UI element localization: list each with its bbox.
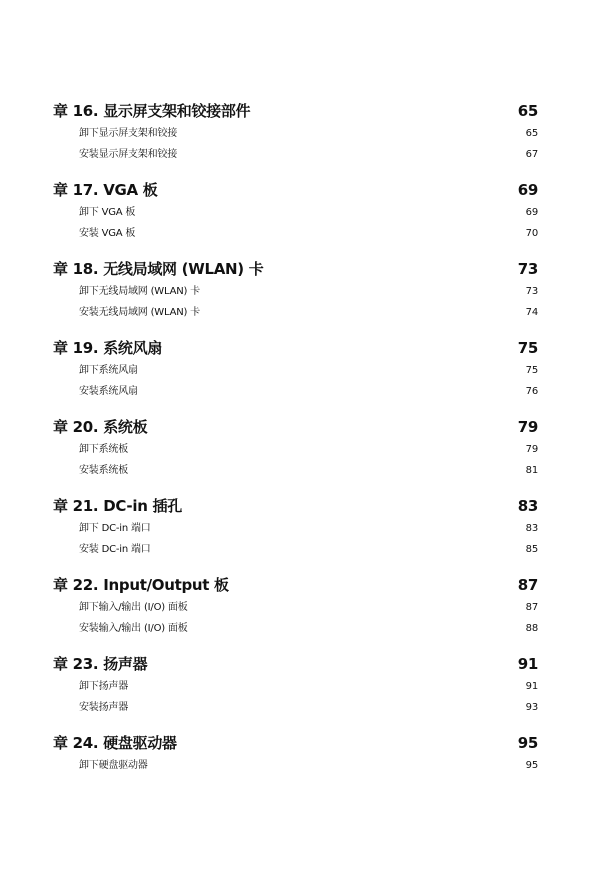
chapter-entry[interactable] xyxy=(53,732,538,756)
chapter-page-number: 79 xyxy=(517,418,538,436)
section-entry[interactable] xyxy=(53,598,538,619)
section-title: 安装显示屏支架和铰接 xyxy=(79,149,177,160)
toc-chapter xyxy=(53,179,538,245)
section-entry[interactable] xyxy=(53,145,538,166)
section-entry[interactable] xyxy=(53,677,538,698)
chapter-page-number: 75 xyxy=(517,339,538,357)
section-title: 安装 DC-in 端口 xyxy=(79,544,151,555)
section-page-number: 69 xyxy=(525,207,538,218)
section-page-number: 81 xyxy=(525,465,538,476)
chapter-title: 章 24. 硬盘驱动器 xyxy=(53,734,177,752)
chapter-page-number: 69 xyxy=(517,181,538,199)
section-entry[interactable] xyxy=(53,382,538,403)
section-page-number: 76 xyxy=(525,386,538,397)
chapter-title: 章 17. VGA 板 xyxy=(53,181,158,199)
section-entry[interactable] xyxy=(53,619,538,640)
section-page-number: 79 xyxy=(525,444,538,455)
chapter-entry[interactable] xyxy=(53,100,538,124)
section-entry[interactable] xyxy=(53,540,538,561)
section-page-number: 87 xyxy=(525,602,538,613)
section-page-number: 88 xyxy=(525,623,538,634)
section-entry[interactable] xyxy=(53,224,538,245)
section-page-number: 85 xyxy=(525,544,538,555)
section-entry[interactable] xyxy=(53,756,538,777)
chapter-title: 章 22. Input/Output 板 xyxy=(53,576,229,594)
chapter-entry[interactable] xyxy=(53,179,538,203)
table-of-contents xyxy=(53,100,538,790)
section-page-number: 95 xyxy=(525,760,538,771)
chapter-title: 章 18. 无线局域网 (WLAN) 卡 xyxy=(53,260,264,278)
toc-chapter xyxy=(53,653,538,719)
chapter-title: 章 16. 显示屏支架和铰接部件 xyxy=(53,102,251,120)
chapter-entry[interactable] xyxy=(53,495,538,519)
toc-chapter xyxy=(53,574,538,640)
section-title: 安装扬声器 xyxy=(79,702,128,713)
section-title: 卸下系统板 xyxy=(79,444,128,455)
section-page-number: 91 xyxy=(525,681,538,692)
section-entry[interactable] xyxy=(53,461,538,482)
section-title: 卸下硬盘驱动器 xyxy=(79,760,148,771)
section-title: 卸下系统风扇 xyxy=(79,365,138,376)
chapter-page-number: 83 xyxy=(517,497,538,515)
section-entry[interactable] xyxy=(53,124,538,145)
section-title: 卸下 VGA 板 xyxy=(79,207,136,218)
toc-chapter xyxy=(53,258,538,324)
chapter-page-number: 91 xyxy=(517,655,538,673)
section-page-number: 75 xyxy=(525,365,538,376)
section-entry[interactable] xyxy=(53,440,538,461)
chapter-entry[interactable] xyxy=(53,653,538,677)
section-title: 安装系统板 xyxy=(79,465,128,476)
chapter-page-number: 87 xyxy=(517,576,538,594)
chapter-entry[interactable] xyxy=(53,574,538,598)
chapter-page-number: 65 xyxy=(517,102,538,120)
chapter-title: 章 21. DC-in 插孔 xyxy=(53,497,182,515)
toc-chapter xyxy=(53,337,538,403)
toc-chapter xyxy=(53,100,538,166)
chapter-entry[interactable] xyxy=(53,258,538,282)
chapter-entry[interactable] xyxy=(53,337,538,361)
section-title: 安装 VGA 板 xyxy=(79,228,136,239)
section-entry[interactable] xyxy=(53,361,538,382)
section-page-number: 67 xyxy=(525,149,538,160)
section-entry[interactable] xyxy=(53,282,538,303)
section-title: 卸下无线局域网 (WLAN) 卡 xyxy=(79,286,200,297)
chapter-title: 章 19. 系统风扇 xyxy=(53,339,163,357)
chapter-title: 章 20. 系统板 xyxy=(53,418,148,436)
section-page-number: 73 xyxy=(525,286,538,297)
chapter-title: 章 23. 扬声器 xyxy=(53,655,148,673)
section-title: 卸下显示屏支架和铰接 xyxy=(79,128,177,139)
section-page-number: 93 xyxy=(525,702,538,713)
section-title: 安装系统风扇 xyxy=(79,386,138,397)
section-page-number: 74 xyxy=(525,307,538,318)
chapter-page-number: 73 xyxy=(517,260,538,278)
chapter-page-number: 95 xyxy=(517,734,538,752)
section-page-number: 65 xyxy=(525,128,538,139)
section-title: 卸下 DC-in 端口 xyxy=(79,523,151,534)
section-title: 安装输入/输出 (I/O) 面板 xyxy=(79,623,188,634)
section-title: 安装无线局域网 (WLAN) 卡 xyxy=(79,307,200,318)
section-page-number: 83 xyxy=(525,523,538,534)
toc-chapter xyxy=(53,495,538,561)
chapter-entry[interactable] xyxy=(53,416,538,440)
section-entry[interactable] xyxy=(53,519,538,540)
section-title: 卸下输入/输出 (I/O) 面板 xyxy=(79,602,188,613)
section-page-number: 70 xyxy=(525,228,538,239)
section-entry[interactable] xyxy=(53,303,538,324)
toc-chapter xyxy=(53,732,538,777)
section-entry[interactable] xyxy=(53,698,538,719)
section-title: 卸下扬声器 xyxy=(79,681,128,692)
toc-chapter xyxy=(53,416,538,482)
section-entry[interactable] xyxy=(53,203,538,224)
